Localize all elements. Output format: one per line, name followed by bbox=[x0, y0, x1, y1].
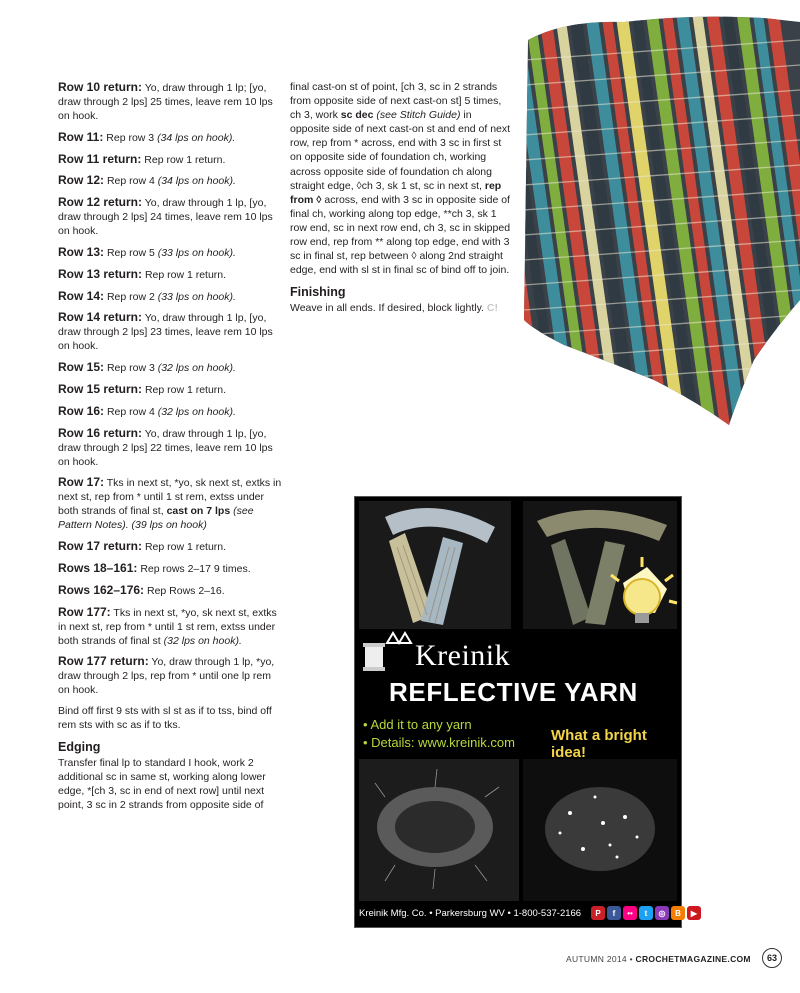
twitter-icon[interactable]: t bbox=[639, 906, 653, 920]
row-16: Row 16: Rep row 4 (32 lps on hook). bbox=[58, 403, 236, 418]
issue-season: AUTUMN 2014 bbox=[566, 954, 627, 964]
edging-heading: Edging bbox=[58, 740, 101, 755]
ad-bullet-details: • Details: www.kreinik.com bbox=[363, 735, 515, 750]
row-12-return: Row 12 return: Yo, draw through 1 lp, [yo, draw through 2 lps] 24 times, leave rem 10 lps on hook. bbox=[58, 195, 273, 238]
row-177-return: Row 177 return: Yo, draw through 1 lp, *yo, draw through 2 lps, rep from * until one lp rem on hook. bbox=[58, 654, 275, 697]
ad-headline: REFLECTIVE YARN bbox=[389, 677, 638, 707]
row-15-return: Row 15 return: Rep row 1 return. bbox=[58, 381, 227, 396]
ad-brand: Kreinik bbox=[415, 639, 511, 672]
edging-text: Transfer final lp to standard I hook, work 2 additional sc in same st, working along lower edge, *[ch 3, sc in end of next row] until next point, 3 sc in 2 strands from opposite side of bbox=[58, 757, 266, 812]
ad-artwork bbox=[355, 497, 681, 927]
scarf-photo bbox=[524, 0, 800, 430]
rows-18-161: Rows 18–161: Rep rows 2–17 9 times. bbox=[58, 560, 251, 575]
youtube-icon[interactable]: ▶ bbox=[687, 906, 701, 920]
kreinik-advertisement[interactable] bbox=[354, 496, 698, 928]
row-15: Row 15: Rep row 3 (32 lps on hook). bbox=[58, 360, 236, 375]
pinterest-icon[interactable]: P bbox=[591, 906, 605, 920]
magazine-site: CROCHETMAGAZINE.COM bbox=[635, 954, 751, 964]
end-mark: C! bbox=[486, 302, 498, 315]
bind-off-text: Bind off first 9 sts with sl st as if to tss, bind off rem sts with sc as if to tks. bbox=[58, 705, 272, 732]
blogger-icon[interactable]: B bbox=[671, 906, 685, 920]
instructions-column-left bbox=[58, 80, 283, 819]
instagram-icon[interactable]: ◎ bbox=[655, 906, 669, 920]
ad-bullet-yarn: • Add it to any yarn bbox=[363, 717, 472, 732]
row-17: Row 17: Tks in next st, *yo, sk next st, extks in next st, rep from * until 1 st rem, extss under both strands of final st, cast on 7 lps (see Pattern Notes). (39 lps on hook) bbox=[58, 475, 282, 532]
row-13: Row 13: Rep row 5 (33 lps on hook). bbox=[58, 244, 236, 259]
row-14: Row 14: Rep row 2 (33 lps on hook). bbox=[58, 288, 236, 303]
flickr-icon[interactable]: •• bbox=[623, 906, 637, 920]
row-177: Row 177: Tks in next st, *yo, sk next st, extks in next st, rep from * until 1 st rem, extss under both strands of final st (32 lps on hook). bbox=[58, 604, 277, 647]
finishing-text: Weave in all ends. If desired, block lightly. C! bbox=[290, 302, 498, 315]
page-number: 63 bbox=[762, 948, 782, 968]
rows-162-176: Rows 162–176: Rep Rows 2–16. bbox=[58, 582, 225, 597]
edging-continued: final cast-on st of point, [ch 3, sc in 2 strands from opposite side of next cast-on st] 5 times, ch 3, work sc dec (see Stitch Guide) in opposite side of next cast-on st and end of next row, rep from * across, end with 3 sc in first st on opposite side of foundation ch, working across opposite side of foundation ch along straight edge, ◊ch 3, sk 1 st, sc in next st, rep from ◊ across, end with 3 sc in opposite side of final ch, working along top edge, **ch 3, sk 1 row end, sc in next row end, ch 3, sc in skipped row end, rep from ** along top edge, end with 3 sc in final st, rep between ◊ along 2nd straight edge, end with sl st in final sc of bind off to join. bbox=[290, 81, 511, 277]
row-10-return: Row 10 return: Yo, draw through 1 lp; [yo, draw through 2 lps] 25 times, leave rem 10 lps on hook. bbox=[58, 80, 273, 122]
row-13-return: Row 13 return: Rep row 1 return. bbox=[58, 266, 227, 281]
row-12: Row 12: Rep row 4 (34 lps on hook). bbox=[58, 173, 236, 188]
row-14-return: Row 14 return: Yo, draw through 1 lp, [yo, draw through 2 lps] 23 times, leave rem 10 lps on hook. bbox=[58, 310, 273, 353]
instructions-column-right bbox=[290, 80, 512, 316]
facebook-icon[interactable]: f bbox=[607, 906, 621, 920]
ad-footer: Kreinik Mfg. Co. • Parkersburg WV • 1-800-537-2166 bbox=[359, 908, 582, 919]
row-11-return: Row 11 return: Rep row 1 return. bbox=[58, 151, 226, 166]
scarf-stripes bbox=[524, 0, 800, 430]
finishing-heading: Finishing bbox=[290, 285, 346, 300]
row-17-return: Row 17 return: Rep row 1 return. bbox=[58, 539, 227, 554]
row-11: Row 11: Rep row 3 (34 lps on hook). bbox=[58, 129, 236, 144]
page-footer: AUTUMN 2014 • CROCHETMAGAZINE.COM bbox=[566, 954, 751, 964]
social-icons bbox=[591, 906, 701, 920]
row-16-return: Row 16 return: Yo, draw through 1 lp, [yo, draw through 2 lps] 22 times, leave rem 10 lps on hook. bbox=[58, 425, 273, 468]
ad-tagline: What a bright idea! bbox=[551, 727, 647, 761]
